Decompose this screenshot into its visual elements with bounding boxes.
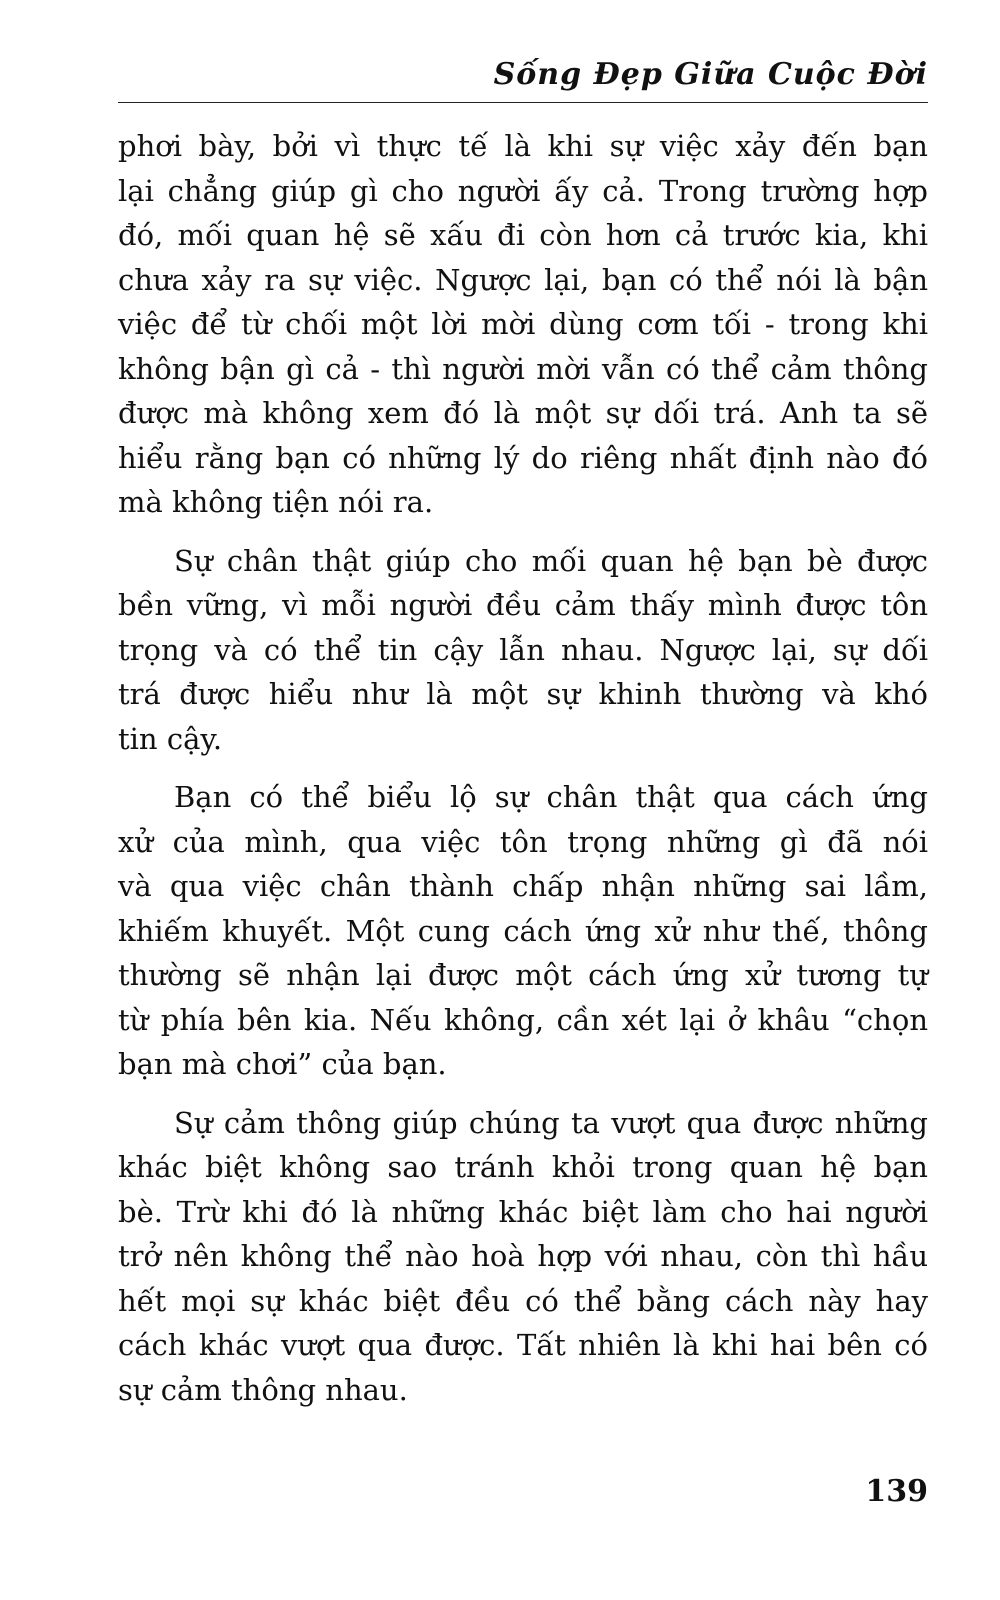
- text-line: hết mọi sự khác biệt đều có thể bằng cách này hay: [118, 1283, 928, 1318]
- paragraph: [118, 1101, 928, 1413]
- text-line: trọng và có thể tin cậy lẫn nhau. Ngược lại, sự dối: [118, 632, 928, 667]
- text-line: không bận gì cả - thì người mời vẫn có thể cảm thông: [118, 351, 928, 386]
- text-line: trá được hiểu như là một sự khinh thường và khó: [118, 677, 928, 711]
- body-text: [118, 124, 928, 1426]
- text-line: sự cảm thông nhau.: [118, 1372, 408, 1407]
- text-line: việc để từ chối một lời mời dùng cơm tối - trong khi: [118, 307, 928, 341]
- text-line: phơi bày, bởi vì thực tế là khi sự việc xảy đến bạn: [118, 129, 928, 163]
- text-line: lại chẳng giúp gì cho người ấy cả. Trong trường hợp: [118, 173, 928, 208]
- text-line: được mà không xem đó là một sự dối trá. Anh ta sẽ: [118, 396, 928, 430]
- text-line: trở nên không thể nào hoà hợp với nhau, còn thì hầu: [118, 1239, 928, 1273]
- paragraph: [118, 124, 928, 525]
- text-line: Bạn có thể biểu lộ sự chân thật qua cách ứng: [174, 780, 928, 814]
- text-line: từ phía bên kia. Nếu không, cần xét lại ở khâu “chọn: [118, 1002, 928, 1037]
- text-line: hiểu rằng bạn có những lý do riêng nhất định nào đó: [118, 440, 928, 475]
- paragraph: [118, 539, 928, 762]
- text-line: thường sẽ nhận lại được một cách ứng xử tương tự: [118, 958, 928, 992]
- text-line: tin cậy.: [118, 721, 223, 756]
- page-number: 139: [865, 1474, 928, 1509]
- text-line: khác biệt không sao tránh khỏi trong quan hệ bạn: [118, 1150, 928, 1184]
- text-line: Sự chân thật giúp cho mối quan hệ bạn bè được: [174, 543, 928, 578]
- header-rule: [118, 102, 928, 103]
- text-line: mà không tiện nói ra.: [118, 485, 434, 519]
- text-line: bè. Trừ khi đó là những khác biệt làm cho hai người: [118, 1194, 928, 1229]
- text-line: chưa xảy ra sự việc. Ngược lại, bạn có thể nói là bận: [118, 262, 928, 297]
- text-line: và qua việc chân thành chấp nhận những sai lầm,: [118, 869, 928, 903]
- text-line: xử của mình, qua việc tôn trọng những gì đã nói: [118, 824, 928, 859]
- text-line: bền vững, vì mỗi người đều cảm thấy mình được tôn: [118, 588, 928, 622]
- text-line: bạn mà chơi” của bạn.: [118, 1047, 447, 1081]
- text-line: cách khác vượt qua được. Tất nhiên là khi hai bên có: [118, 1328, 928, 1362]
- paragraph: [118, 775, 928, 1087]
- text-line: khiếm khuyết. Một cung cách ứng xử như thế, thông: [118, 913, 928, 948]
- text-line: Sự cảm thông giúp chúng ta vượt qua được những: [174, 1105, 928, 1140]
- text-line: đó, mối quan hệ sẽ xấu đi còn hơn cả trước kia, khi: [118, 218, 928, 252]
- running-header-title: Sống Đẹp Giữa Cuộc Đời: [493, 57, 928, 92]
